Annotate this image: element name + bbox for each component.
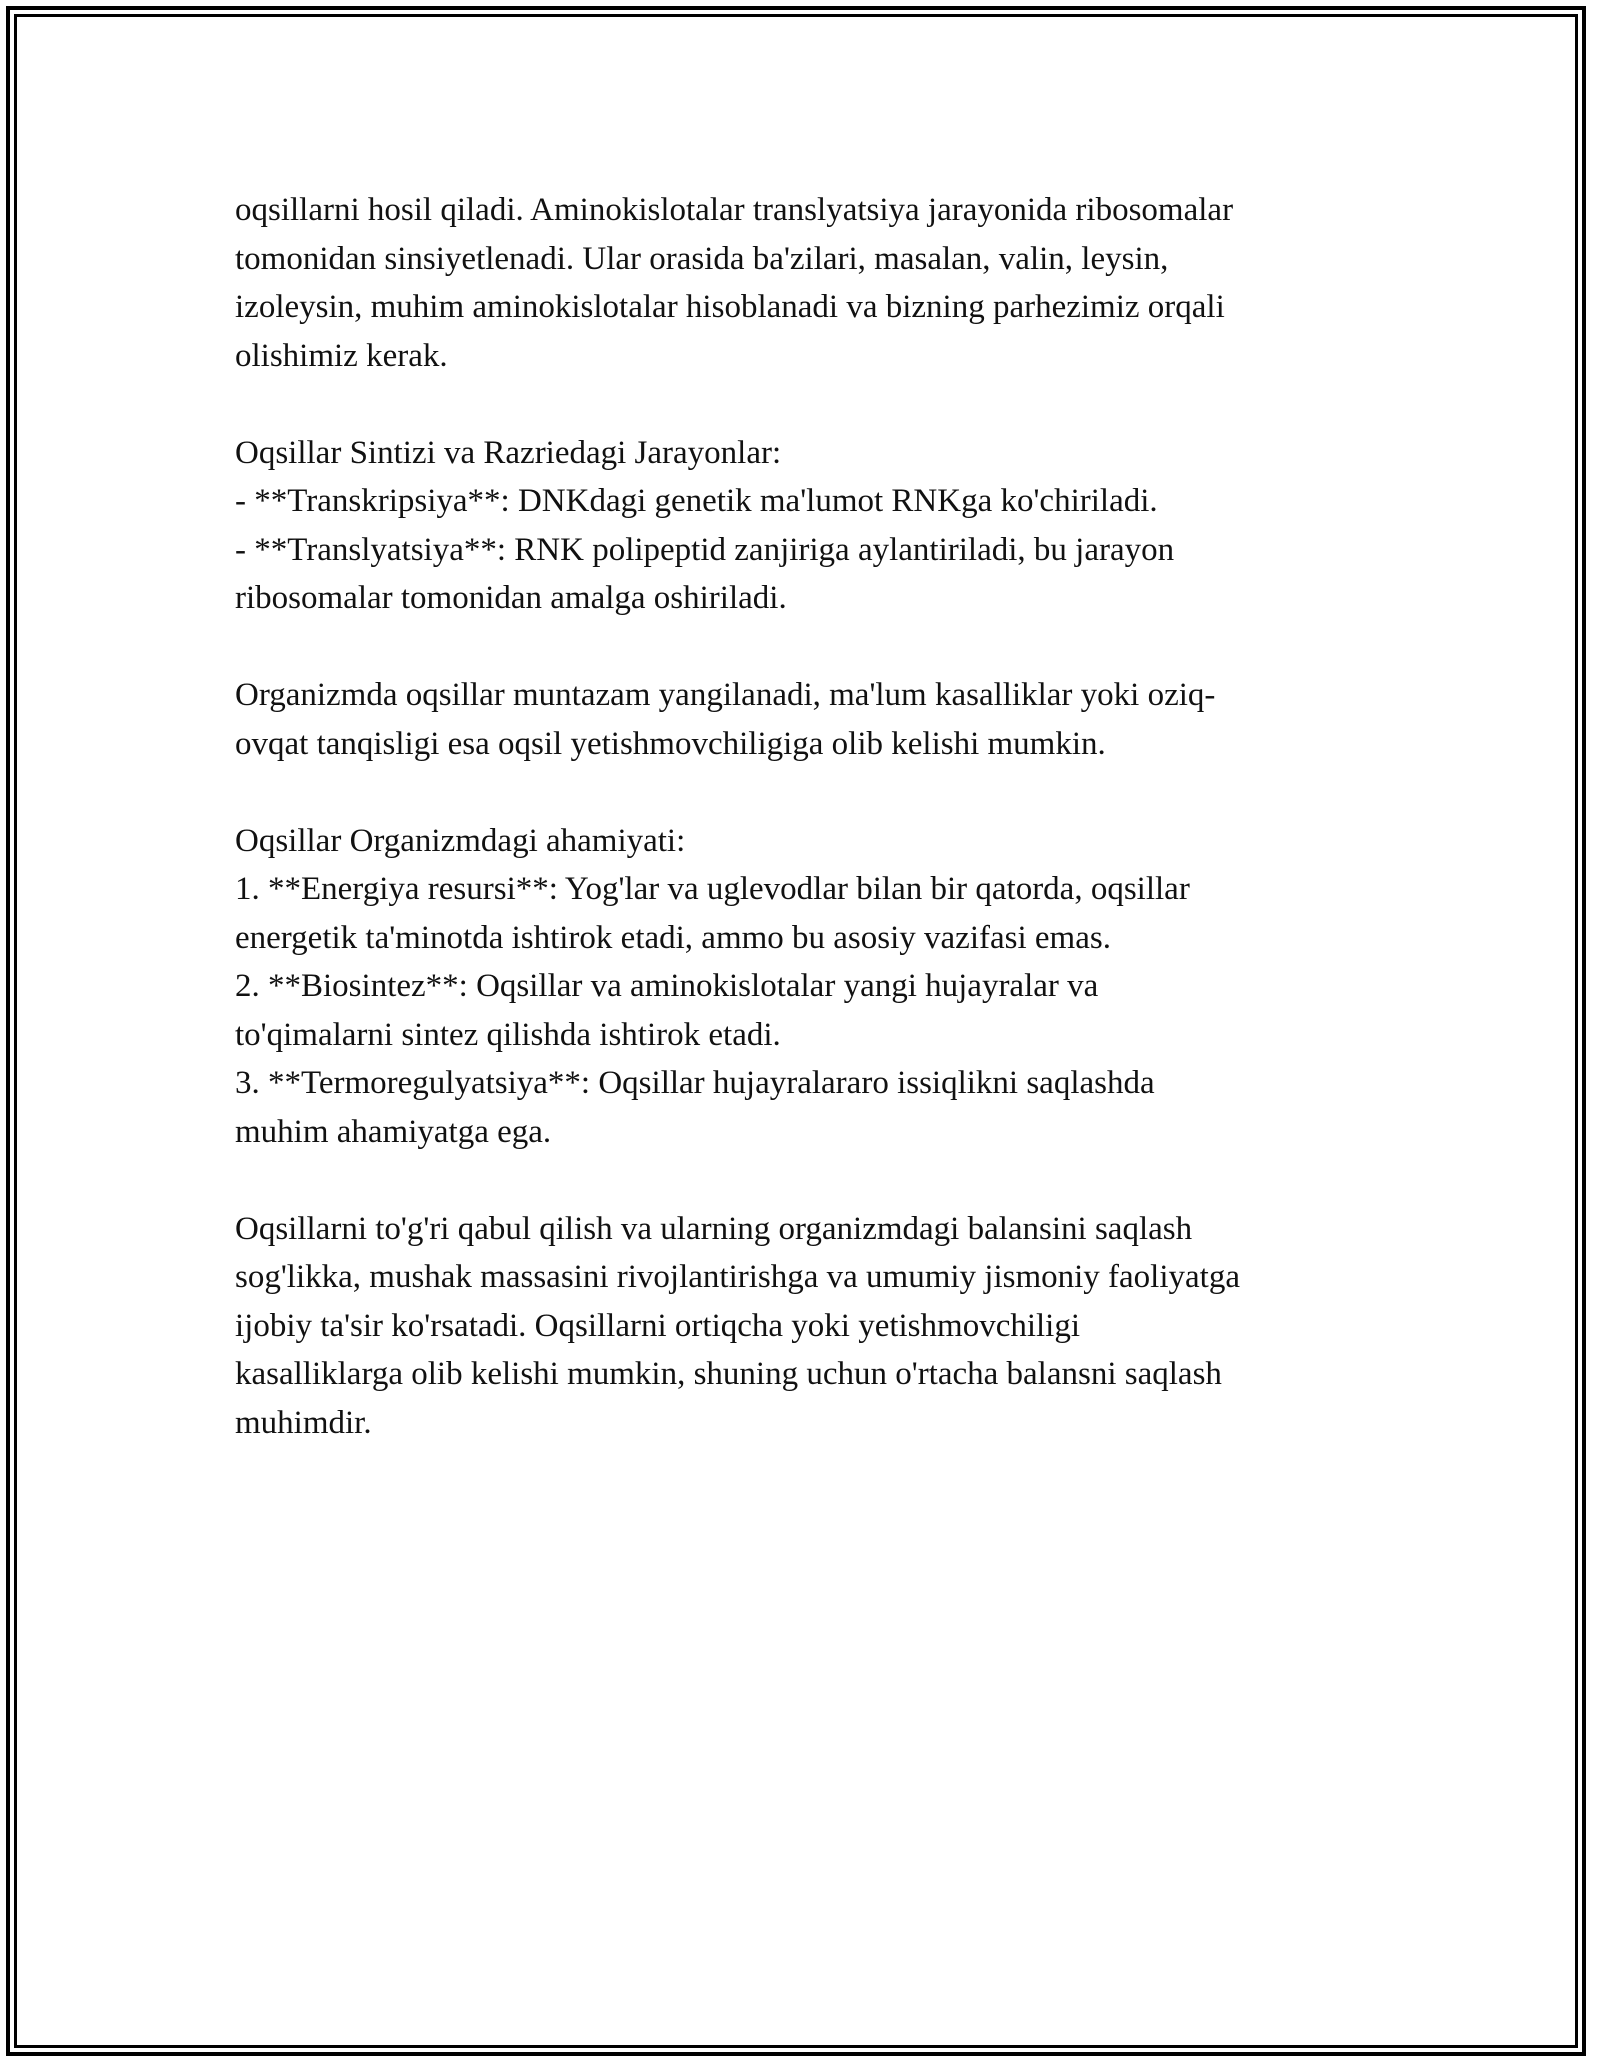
list-item: 3. **Termoregulyatsiya**: Oqsillar hujayralararo issiqlikni saqlashda <box>235 1065 1155 1101</box>
text-line: olishimiz kerak. <box>235 337 448 374</box>
text-line: muhimdir. <box>235 1404 372 1441</box>
paragraph-spacer <box>235 380 1375 429</box>
section-heading: Oqsillar Sintizi va Razriedagi Jarayonlar: <box>235 434 782 471</box>
list-item-continuation: muhim ahamiyatga ega. <box>235 1113 552 1150</box>
text-line: sog'likka, mushak massasini rivojlantirishga va umumiy jismoniy faoliyatga <box>235 1259 1240 1295</box>
text-line: Organizmda oqsillar muntazam yangilanadi, ma'lum kasalliklar yoki oziq- <box>235 677 1216 713</box>
paragraph-renewal <box>235 671 1375 768</box>
paragraph-conclusion <box>235 1205 1375 1448</box>
paragraph-importance <box>235 817 1375 1157</box>
paragraph-spacer <box>235 623 1375 672</box>
list-item: - **Transkripsiya**: DNKdagi genetik ma'lumot RNKga ko'chiriladi. <box>235 483 1158 519</box>
text-line: izoleysin, muhim aminokislotalar hisoblanadi va bizning parhezimiz orqali <box>235 289 1225 325</box>
text-line: tomonidan sinsiyetlenadi. Ular orasida ba'zilari, masalan, valin, leysin, <box>235 240 1169 277</box>
list-item: - **Translyatsiya**: RNK polipeptid zanjiriga aylantiriladi, bu jarayon <box>235 531 1175 568</box>
list-item: 2. **Biosintez**: Oqsillar va aminokislotalar yangi hujayralar va <box>235 968 1099 1004</box>
paragraph-spacer <box>235 768 1375 817</box>
list-item-continuation: ribosomalar tomonidan amalga oshiriladi. <box>235 580 787 616</box>
paragraph-intro <box>235 186 1375 380</box>
section-heading: Oqsillar Organizmdagi ahamiyati: <box>235 822 686 859</box>
text-line: Oqsillarni to'g'ri qabul qilish va ularning organizmdagi balansini saqlash <box>235 1210 1193 1247</box>
list-item: 1. **Energiya resursi**: Yog'lar va uglevodlar bilan bir qatorda, oqsillar <box>235 871 1190 907</box>
paragraph-spacer <box>235 1156 1375 1205</box>
document-body <box>235 186 1375 1447</box>
text-line: ovqat tanqisligi esa oqsil yetishmovchiligiga olib kelishi mumkin. <box>235 725 1106 762</box>
paragraph-synthesis <box>235 429 1375 623</box>
text-line: oqsillarni hosil qiladi. Aminokislotalar translyatsiya jarayonida ribosomalar <box>235 192 1234 228</box>
text-line: kasalliklarga olib kelishi mumkin, shuning uchun o'rtacha balansni saqlash <box>235 1356 1222 1392</box>
list-item-continuation: energetik ta'minotda ishtirok etadi, ammo bu asosiy vazifasi emas. <box>235 919 1111 956</box>
list-item-continuation: to'qimalarni sintez qilishda ishtirok etadi. <box>235 1016 781 1053</box>
text-line: ijobiy ta'sir ko'rsatadi. Oqsillarni ortiqcha yoki yetishmovchiligi <box>235 1307 1081 1344</box>
